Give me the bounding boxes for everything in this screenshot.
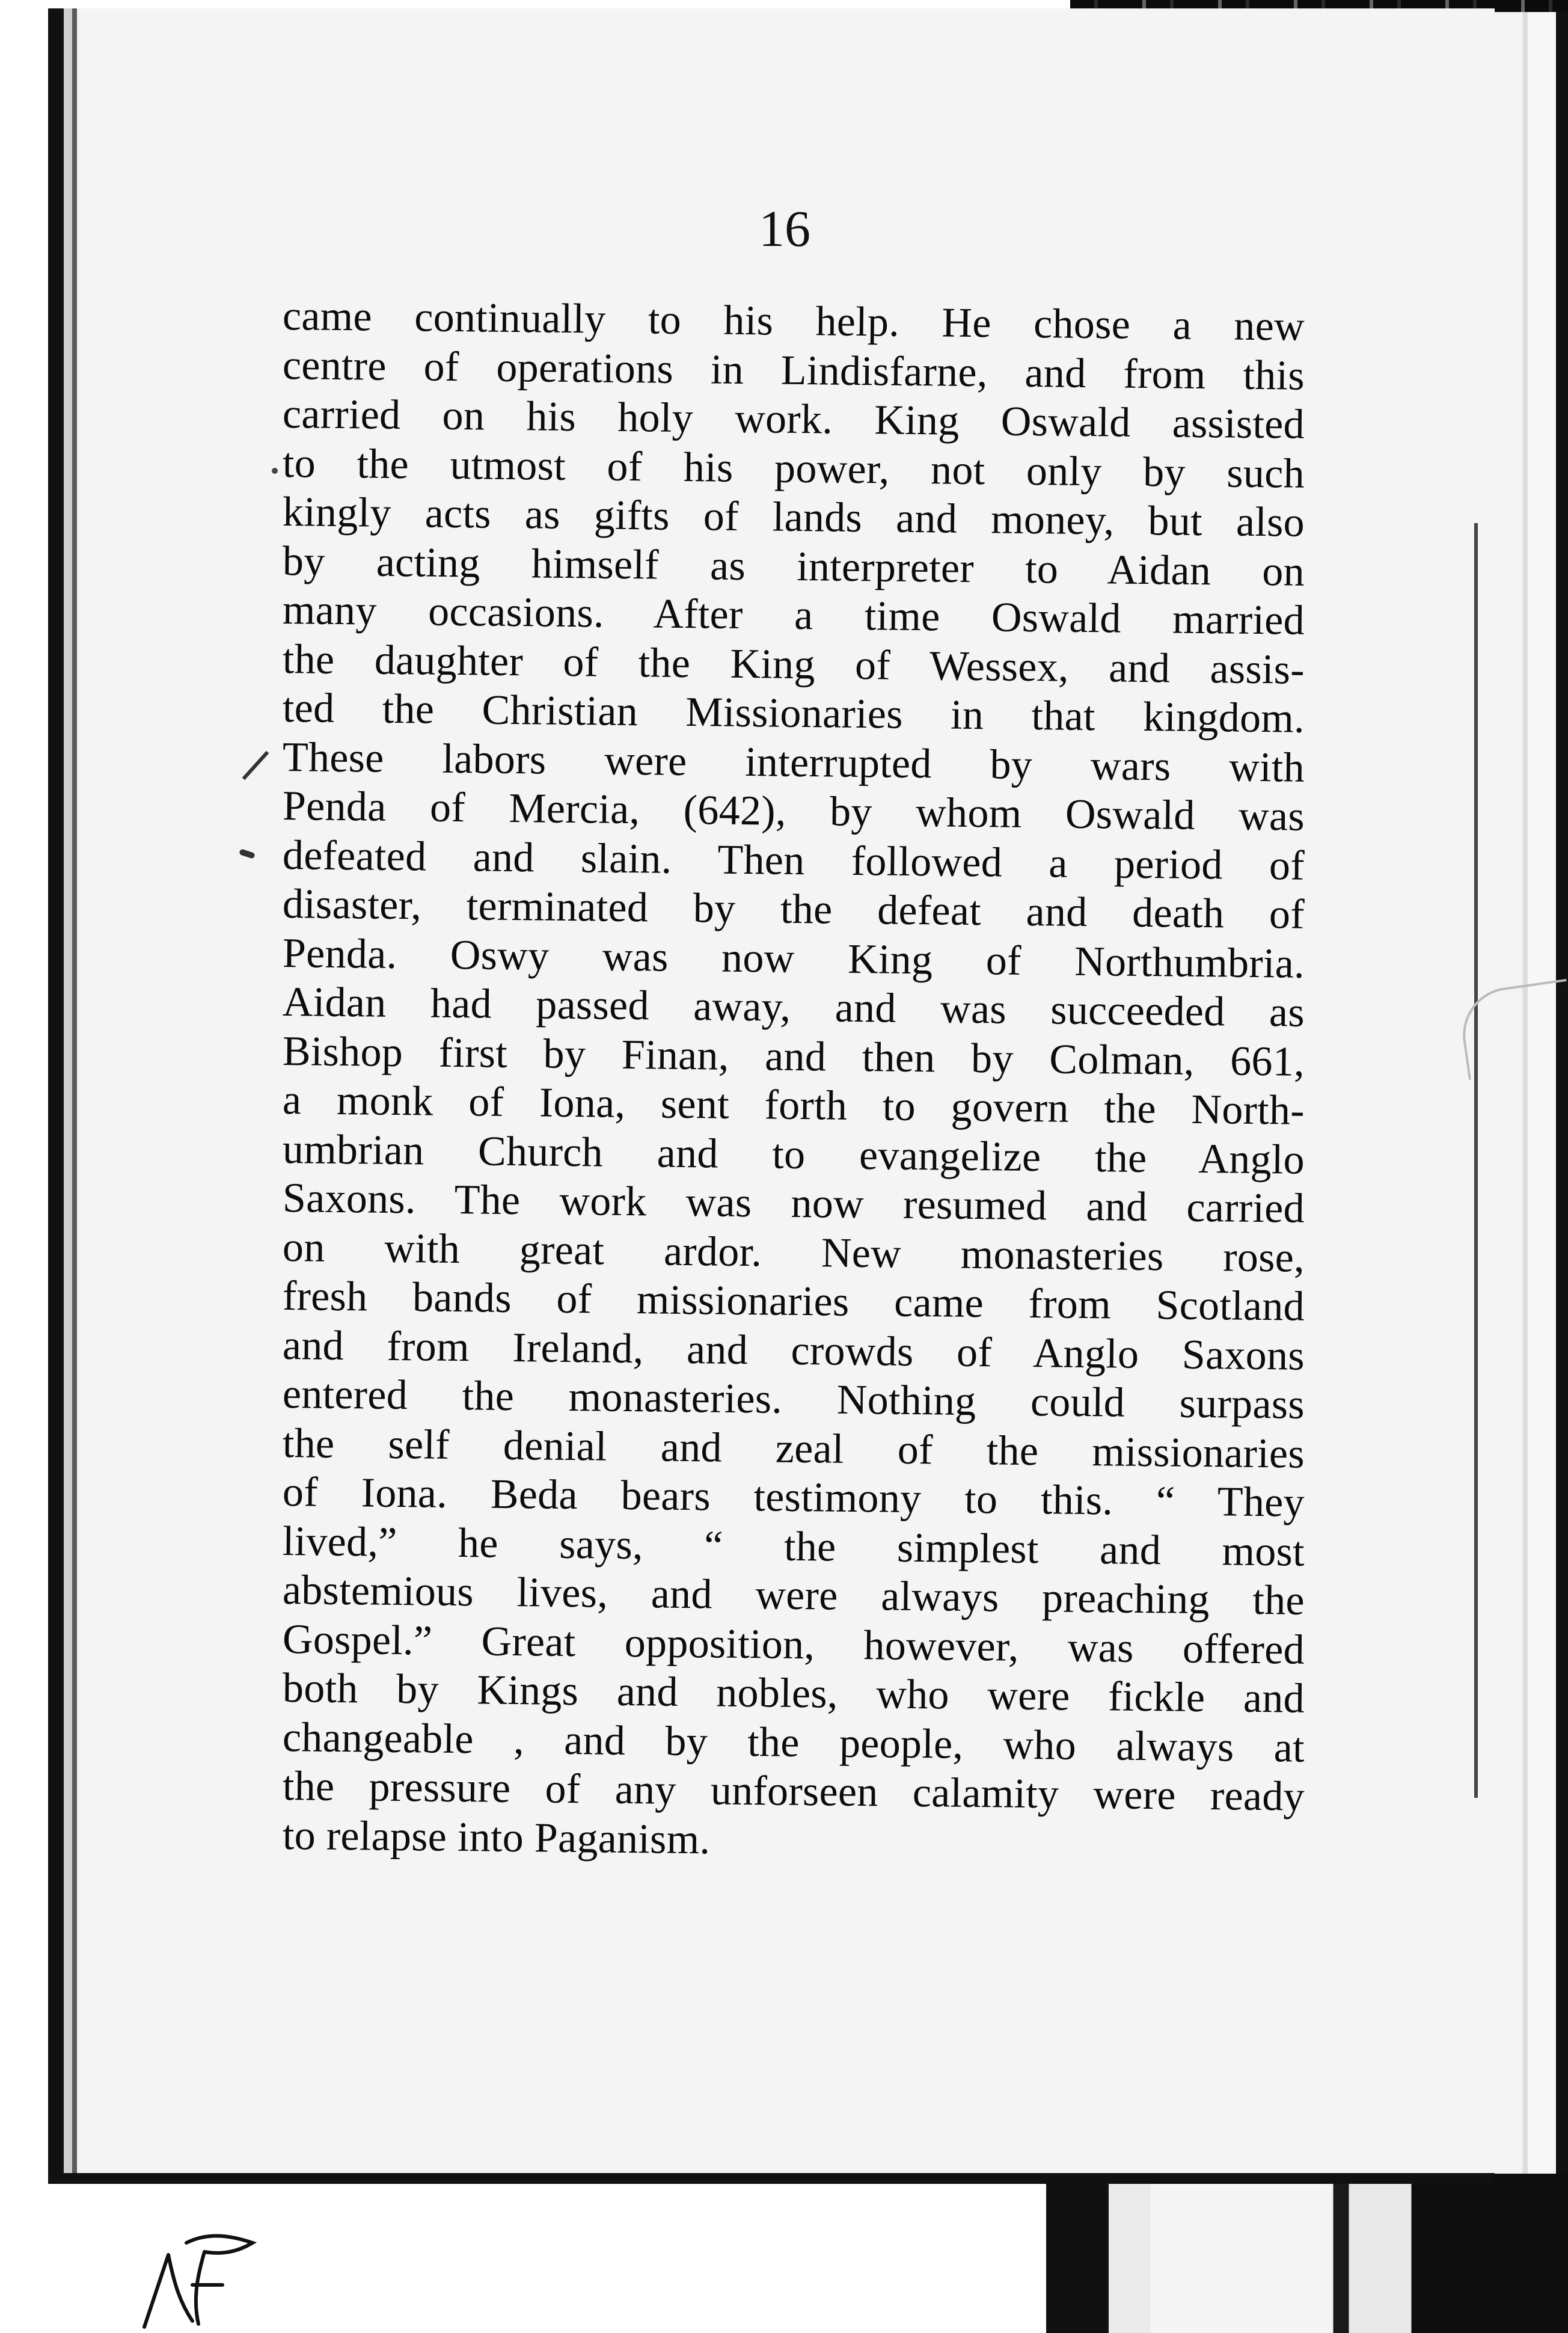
text-line: abstemious lives, and were always preaching the <box>282 1567 1305 1624</box>
text-line: Bishop first by Finan, and then by Colman, 661, <box>282 1028 1305 1085</box>
text-line: umbrian Church and to evangelize the Anglo <box>282 1126 1305 1183</box>
text-line: Aidan had passed away, and was succeeded as <box>282 979 1305 1036</box>
page-number: 16 <box>759 200 810 257</box>
text-line: came continually to his help. He chose a new <box>282 293 1305 350</box>
text-line: of Iona. Beda bears testimony to this. “ They <box>282 1469 1305 1526</box>
scan-background-bottom <box>1046 2174 1568 2333</box>
text-line: entered the monasteries. Nothing could surpass <box>282 1371 1305 1428</box>
binding-edge <box>1474 523 1478 1798</box>
text-line: the pressure of any unforseen calamity were ready <box>282 1763 1305 1820</box>
handwritten-scribble <box>132 2219 277 2333</box>
text-line: centre of operations in Lindisfarne, and from this <box>282 342 1305 399</box>
text-line: the daughter of the King of Wessex, and assis- <box>282 636 1305 693</box>
text-line: on with great ardor. New monasteries rose, <box>282 1224 1305 1281</box>
text-line: the self denial and zeal of the missionaries <box>282 1420 1305 1477</box>
text-line: changeable , and by the people, who always at <box>282 1714 1305 1771</box>
text-line: and from Ireland, and crowds of Anglo Saxons <box>282 1322 1305 1379</box>
text-line: kingly acts as gifts of lands and money, but also <box>282 489 1305 546</box>
text-line: ted the Christian Missionaries in that kingdom. <box>282 685 1305 742</box>
text-line: disaster, terminated by the defeat and death of <box>282 881 1305 938</box>
text-line: These labors were interrupted by wars with <box>282 734 1305 791</box>
text-line: carried on his holy work. King Oswald assisted <box>282 391 1305 448</box>
text-line: by acting himself as interpreter to Aidan on <box>282 538 1305 595</box>
text-line: Penda of Mercia, (642), by whom Oswald was <box>282 783 1305 840</box>
text-line: lived,” he says, “ the simplest and most <box>282 1518 1305 1575</box>
text-line: Gospel.” Great opposition, however, was offered <box>282 1616 1305 1673</box>
text-line: both by Kings and nobles, who were fickle and <box>282 1665 1305 1722</box>
text-line: to the utmost of his power, not only by such <box>282 440 1305 497</box>
body-text <box>282 292 1305 1863</box>
text-line: defeated and slain. Then followed a period of <box>282 832 1305 889</box>
text-line: fresh bands of missionaries came from Scotland <box>282 1273 1305 1330</box>
margin-dot-mark <box>272 468 278 474</box>
text-line: a monk of Iona, sent forth to govern the North- <box>282 1077 1305 1134</box>
text-line: Penda. Oswy was now King of Northumbria. <box>282 930 1305 987</box>
text-line: many occasions. After a time Oswald married <box>282 587 1305 644</box>
text-line: Saxons. The work was now resumed and carried <box>282 1175 1305 1232</box>
text-line: to relapse into Paganism. <box>282 1812 711 1863</box>
